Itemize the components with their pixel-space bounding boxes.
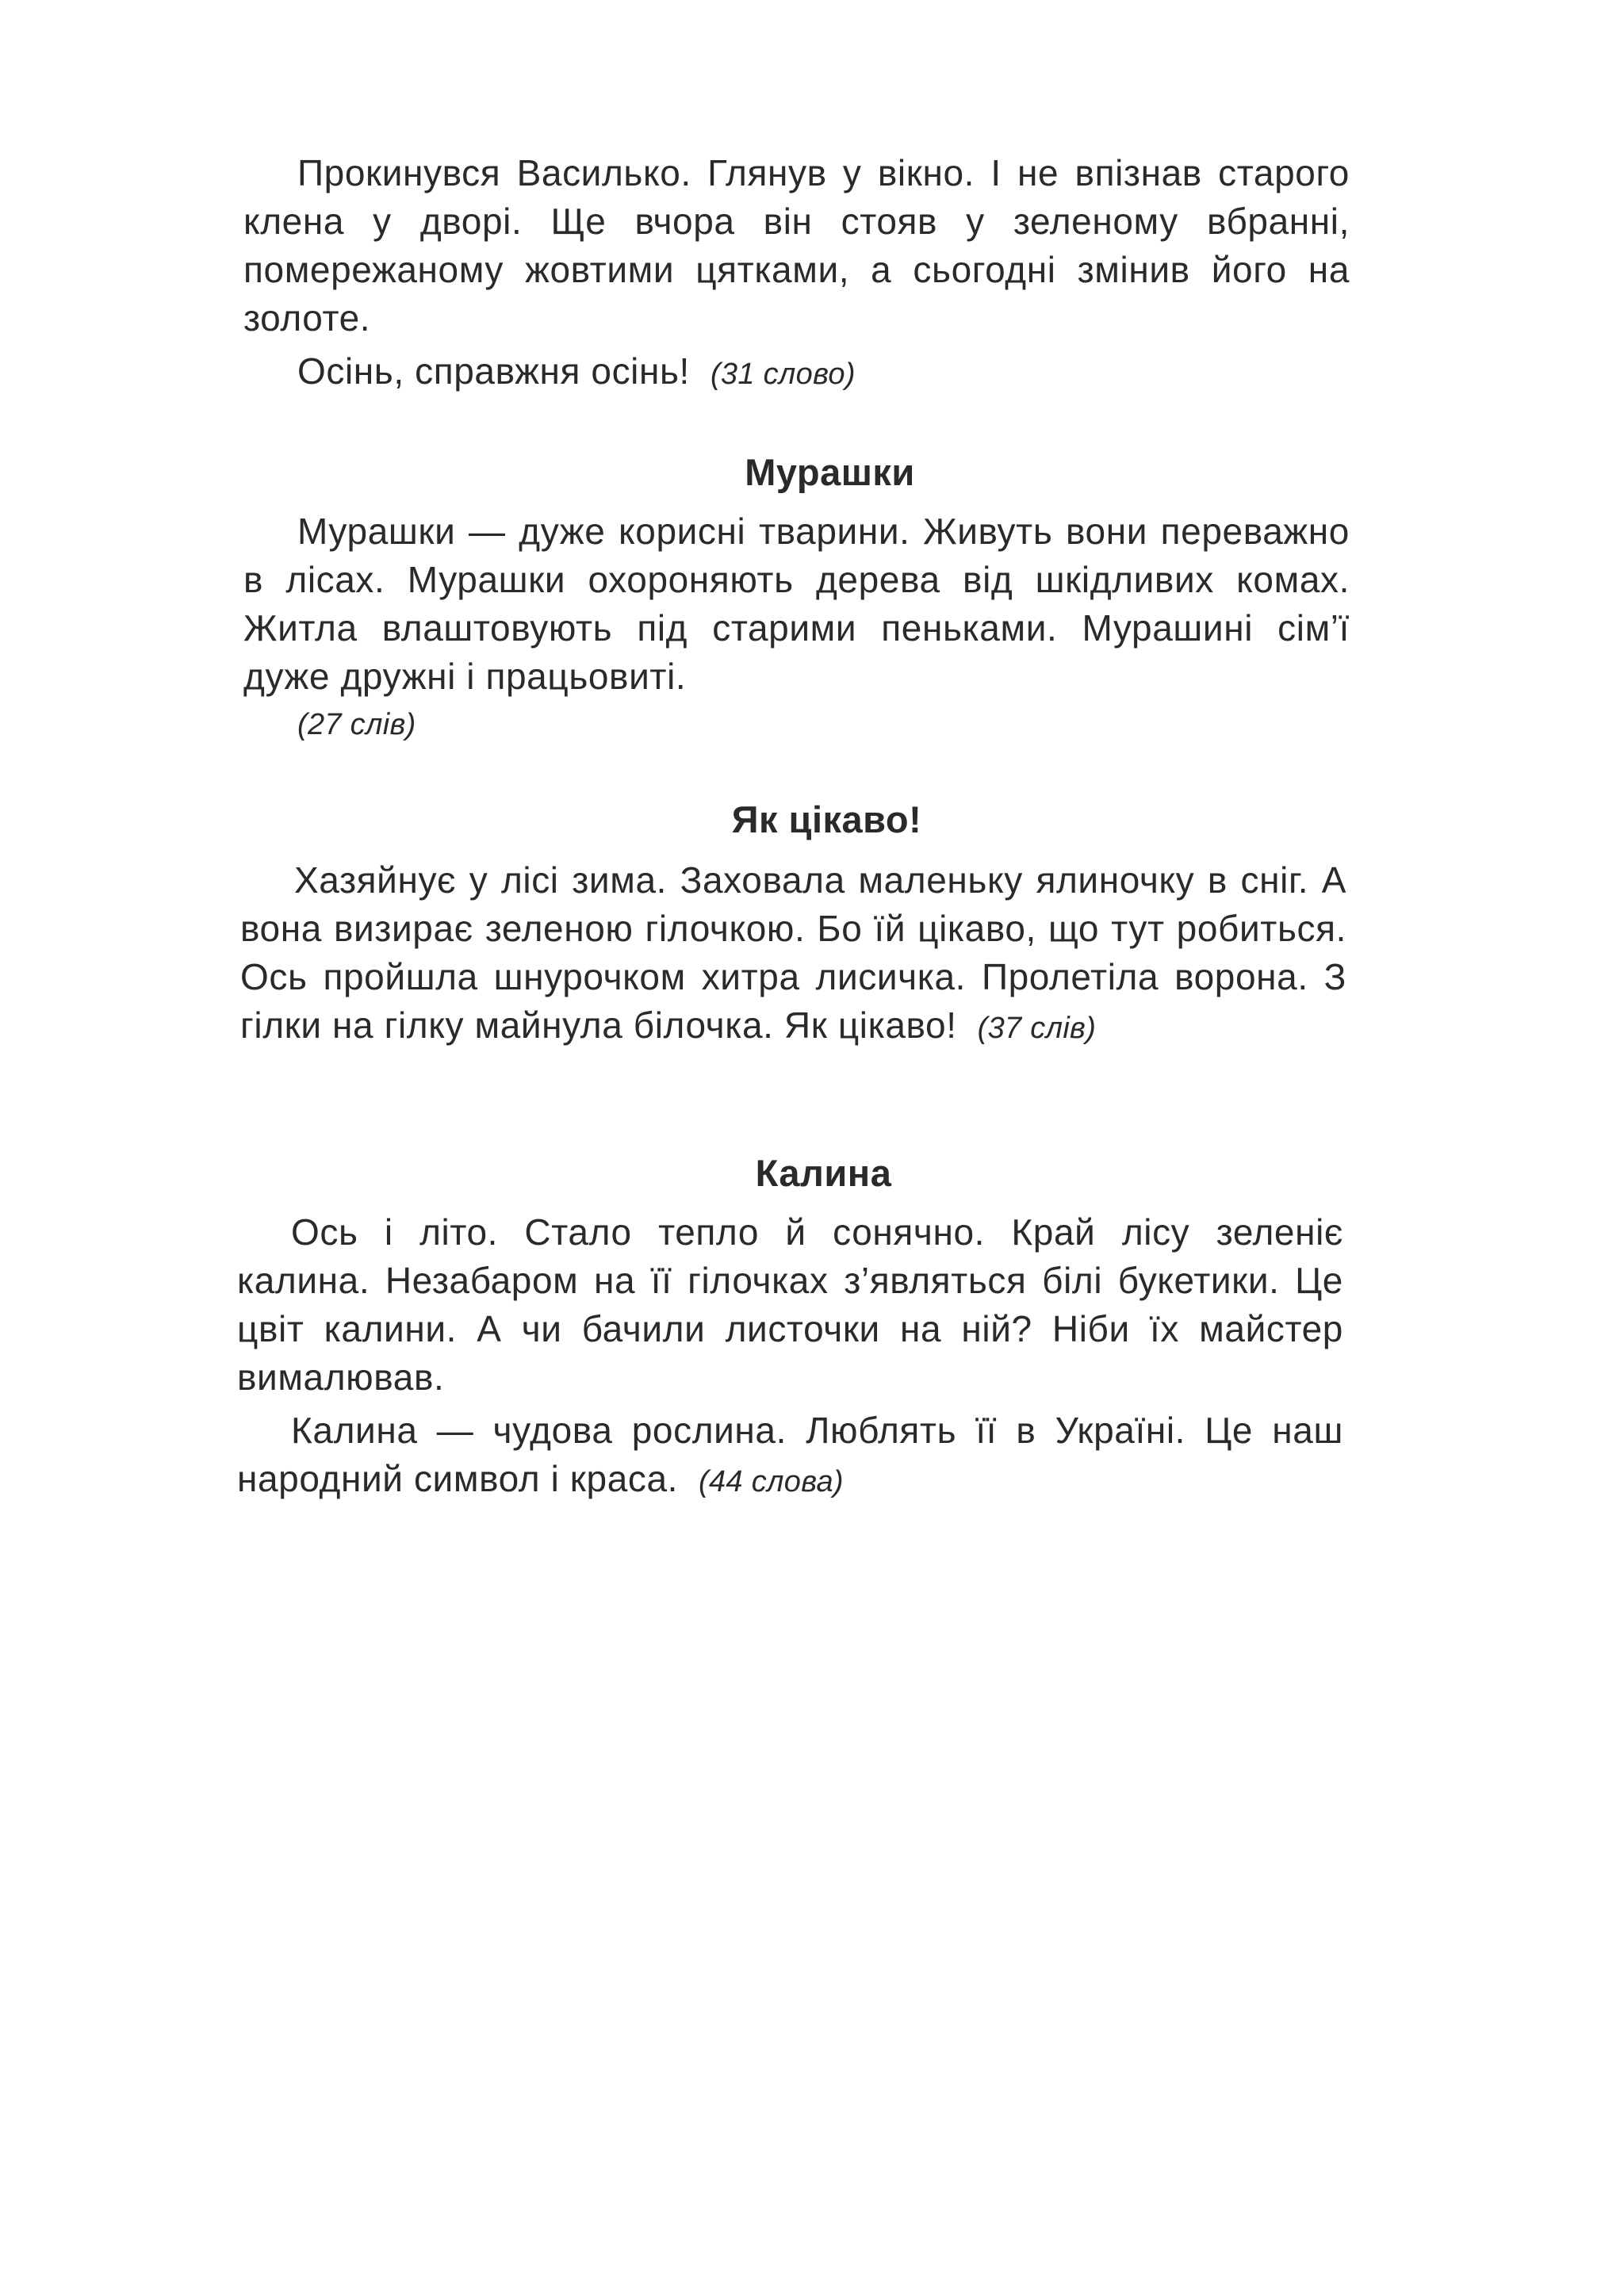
intro-paragraph-2 xyxy=(243,347,1350,399)
section-title-murashky: Мурашки xyxy=(745,451,915,493)
yak-tsikavo-paragraph xyxy=(240,856,1346,1053)
kalyna-paragraph-1 xyxy=(237,1208,1343,1402)
word-count: (31 слово) xyxy=(710,358,856,391)
kalyna-text-2: Калина — чудова рослина. Люблять її в Україні. Це наш народний символ і краса. xyxy=(237,1410,1343,1499)
yak-tsikavo-section xyxy=(240,856,1346,1053)
kalyna-paragraph-2 xyxy=(237,1406,1343,1506)
section-title-kalyna: Калина xyxy=(755,1152,892,1194)
murashky-paragraph xyxy=(243,507,1350,749)
section-title-yak-tsikavo: Як цікаво! xyxy=(731,798,922,840)
intro-section xyxy=(243,149,1350,399)
kalyna-text-1: Ось і літо. Стало тепло й сонячно. Край лісу зеленіє калина. Незабаром на її гілочках з’являться білі букетики. Це цвіт калини. А чи бачили листочки на ній? Ніби їх майстер вималював. xyxy=(237,1211,1343,1398)
word-count: (44 слова) xyxy=(699,1465,844,1498)
yak-tsikavo-text: Хазяйнує у лісі зима. Заховала маленьку ялиночку в сніг. А вона визирає зеленою гілочкою. Бо їй цікаво, що тут робиться. Ось пройшла шнурочком хитра лисичка. Пролетіла ворона. З гілки на гілку майнула білочка. Як цікаво! xyxy=(240,859,1346,1046)
murashky-text: Мурашки — дуже корисні тварини. Живуть вони переважно в лісах. Мурашки охороняють дерева від шкідливих комах. Житла влаштовують під старими пеньками. Мурашині сім’ї дуже дружні і працьовиті. xyxy=(243,511,1350,697)
murashky-section xyxy=(243,507,1350,749)
kalyna-section xyxy=(237,1208,1343,1506)
intro-text-2: Осінь, справжня осінь! xyxy=(297,350,690,392)
intro-text-1: Прокинувся Василько. Глянув у вікно. І не впізнав старого клена у дворі. Ще вчора він стояв у зеленому вбранні, помережаному жовтими цятками, а сьогодні змінив його на золоте. xyxy=(243,152,1350,339)
intro-paragraph-1 xyxy=(243,149,1350,342)
word-count: (37 слів) xyxy=(977,1012,1097,1045)
word-count: (27 слів) xyxy=(297,708,416,741)
